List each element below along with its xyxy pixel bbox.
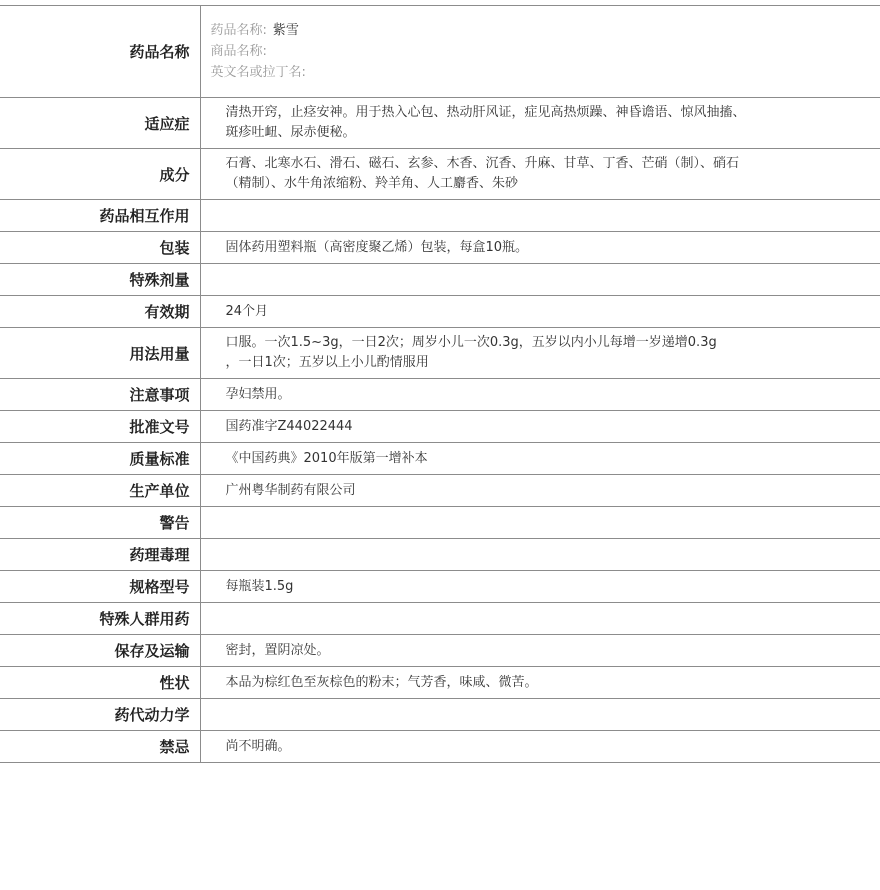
row-value-line: 斑疹吐衄、尿赤便秘。 (225, 125, 356, 140)
row-value (200, 232, 880, 264)
row-value-line: 密封，置阴凉处。 (225, 642, 330, 658)
row-label: 警告 (0, 507, 200, 539)
table-row-interactions (0, 200, 880, 232)
table-row-manufacturer (0, 475, 880, 507)
drug-info-table (0, 5, 880, 763)
row-value (200, 379, 880, 411)
row-value (200, 264, 880, 296)
row-label: 注意事项 (0, 379, 200, 411)
row-label: 保存及运输 (0, 635, 200, 667)
row-label: 禁忌 (0, 731, 200, 763)
row-label: 适应症 (0, 98, 200, 149)
drug-info-table-body (0, 6, 880, 763)
row-value-line: 国药准字Z44022444 (225, 418, 353, 434)
row-value-line: （精制）、水牛角浓缩粉、羚羊角、人工麝香、朱砂 (225, 176, 519, 191)
table-row-indications (0, 98, 880, 149)
name-key: 英文名或拉丁名: (210, 65, 306, 80)
row-value-line: 广州粤华制药有限公司 (225, 482, 356, 498)
table-row-standard (0, 443, 880, 475)
row-label: 药理毒理 (0, 539, 200, 571)
row-label: 药品名称 (0, 6, 200, 98)
table-row-contraindications (0, 731, 880, 763)
row-value-line: 24个月 (225, 303, 269, 319)
row-value-line: 清热开窍，止痉安神。用于热入心包、热动肝风证，症见高热烦躁、神昏谵语、惊风抽搐、 (225, 105, 746, 120)
table-row-precautions (0, 379, 880, 411)
row-value (200, 443, 880, 475)
table-row-ingredients (0, 149, 880, 200)
row-value-line: 《中国药典》2010年版第一增补本 (225, 450, 428, 466)
table-row-shelf-life (0, 296, 880, 328)
row-value-line: 每瓶装1.5g (225, 578, 294, 594)
row-value (200, 507, 880, 539)
row-label: 性状 (0, 667, 200, 699)
name-line-latin (211, 62, 871, 83)
row-label: 质量标准 (0, 443, 200, 475)
table-row-pharmacokinetics (0, 699, 880, 731)
name-key: 药品名称: (210, 23, 267, 38)
table-row-special-populations (0, 603, 880, 635)
row-value (200, 603, 880, 635)
drug-name-values (200, 6, 880, 98)
table-row-drug-name (0, 6, 880, 98)
row-label: 药代动力学 (0, 699, 200, 731)
row-value (200, 571, 880, 603)
row-label: 批准文号 (0, 411, 200, 443)
row-value (200, 411, 880, 443)
row-label: 特殊剂量 (0, 264, 200, 296)
row-label: 药品相互作用 (0, 200, 200, 232)
row-value-line: ，一日1次；五岁以上小儿酌情服用 (225, 355, 429, 370)
row-label: 用法用量 (0, 328, 200, 379)
table-row-special-dosage (0, 264, 880, 296)
table-row-storage (0, 635, 880, 667)
row-value (200, 98, 880, 149)
row-value (200, 667, 880, 699)
table-row-specification (0, 571, 880, 603)
name-value: 紫雪 (272, 23, 299, 38)
row-value-line: 尚不明确。 (225, 738, 291, 754)
row-value (200, 699, 880, 731)
row-value-line: 孕妇禁用。 (225, 386, 291, 402)
row-value (200, 328, 880, 379)
row-value (200, 149, 880, 200)
name-key: 商品名称: (210, 44, 267, 59)
name-line-trade (211, 41, 871, 62)
row-value (200, 200, 880, 232)
row-value-line: 本品为棕红色至灰棕色的粉末；气芳香，味咸、微苦。 (225, 674, 538, 690)
name-line-generic (211, 20, 871, 41)
table-row-toxicology (0, 539, 880, 571)
row-value (200, 539, 880, 571)
row-value (200, 296, 880, 328)
row-label: 特殊人群用药 (0, 603, 200, 635)
row-value (200, 731, 880, 763)
row-value (200, 475, 880, 507)
row-label: 包装 (0, 232, 200, 264)
table-row-packaging (0, 232, 880, 264)
table-row-description (0, 667, 880, 699)
table-row-warning (0, 507, 880, 539)
row-label: 成分 (0, 149, 200, 200)
row-value-line: 石膏、北寒水石、滑石、磁石、玄参、木香、沉香、升麻、甘草、丁香、芒硝（制）、硝石 (225, 156, 740, 171)
row-label: 规格型号 (0, 571, 200, 603)
row-value-line: 固体药用塑料瓶（高密度聚乙烯）包装，每盒10瓶。 (225, 239, 529, 255)
row-value (200, 635, 880, 667)
table-row-usage (0, 328, 880, 379)
table-row-approval (0, 411, 880, 443)
row-label: 生产单位 (0, 475, 200, 507)
row-label: 有效期 (0, 296, 200, 328)
row-value-line: 口服。一次1.5~3g，一日2次；周岁小儿一次0.3g，五岁以内小儿每增一岁递增0.3g (225, 335, 717, 350)
